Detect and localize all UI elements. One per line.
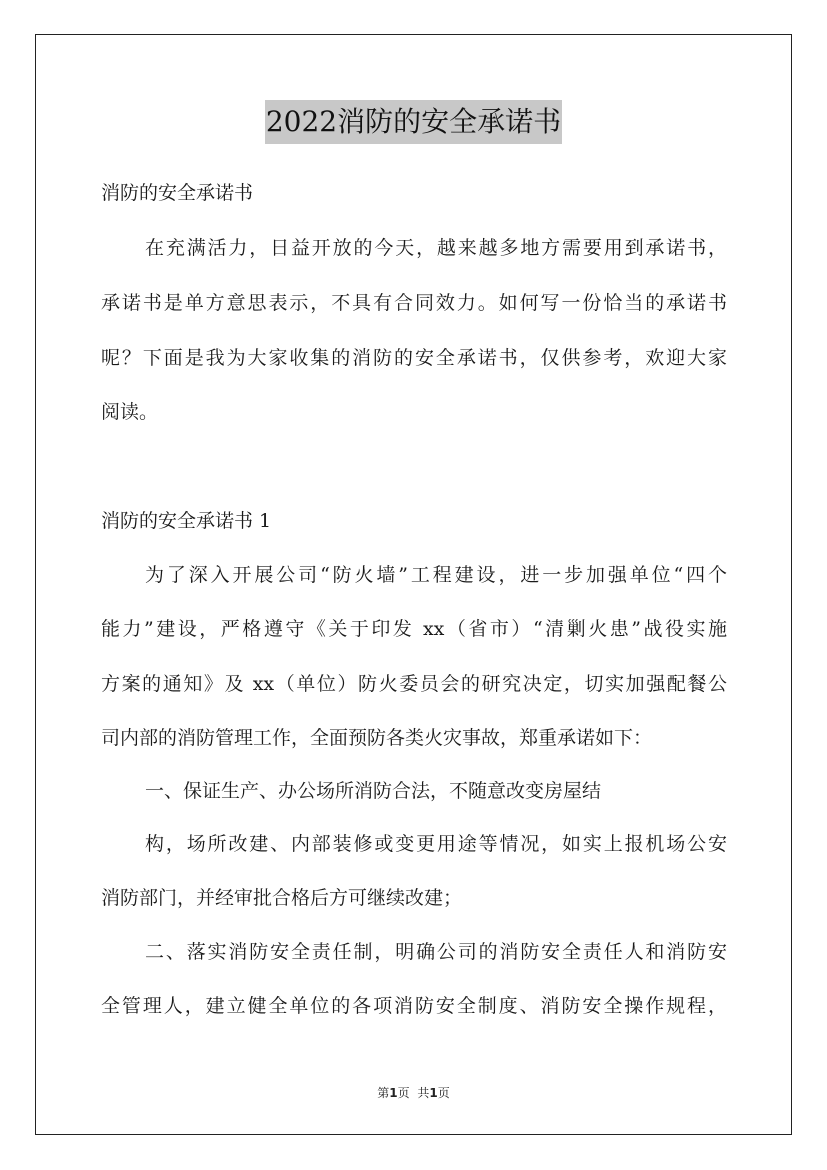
paragraph-line: 构，场所改建、内部装修或变更用途等情况，如实上报机场公安: [145, 833, 727, 855]
page-footer: [0, 1085, 827, 1101]
paragraph-line: 在充满活力，日益开放的今天，越来越多地方需要用到承诺书，: [145, 237, 727, 259]
paragraph-line: 消防部门，并经审批合格后方可继续改建；: [101, 887, 463, 909]
total-prefix: 共: [417, 1086, 430, 1100]
paragraph-line: 全管理人，建立健全单位的各项消防安全制度、消防安全操作规程，: [101, 995, 727, 1017]
title-container: [0, 100, 827, 144]
paragraph-line: 为了深入开展公司“防火墙”工程建设，进一步加强单位“四个: [145, 564, 727, 586]
document-title: 2022消防的安全承诺书: [265, 100, 562, 144]
page-suffix: 页: [397, 1086, 410, 1100]
section-heading: 消防的安全承诺书: [101, 182, 254, 204]
paragraph-line: 呢？下面是我为大家收集的消防的安全承诺书，仅供参考，欢迎大家: [101, 347, 727, 369]
paragraph-line: 司内部的消防管理工作，全面预防各类火灾事故，郑重承诺如下：: [101, 727, 653, 749]
section-heading: 消防的安全承诺书 1: [101, 510, 272, 532]
paragraph-line: 二、落实消防安全责任制，明确公司的消防安全责任人和消防安: [145, 941, 727, 963]
paragraph-line: 承诺书是单方意思表示，不具有合同效力。如何写一份恰当的承诺书: [101, 292, 727, 314]
paragraph-line: 一、保证生产、办公场所消防合法，不随意改变房屋结: [145, 780, 602, 802]
paragraph-line: 方案的通知》及 xx（单位）防火委员会的研究决定，切实加强配餐公: [101, 673, 727, 695]
page-number: 1: [389, 1086, 398, 1100]
page-prefix: 第: [377, 1086, 390, 1100]
total-suffix: 页: [437, 1086, 450, 1100]
total-pages: 1: [429, 1086, 438, 1100]
paragraph-line: 能力”建设，严格遵守《关于印发 xx（省市）“清剿火患”战役实施: [101, 618, 727, 640]
paragraph-line: 阅读。: [101, 401, 159, 423]
